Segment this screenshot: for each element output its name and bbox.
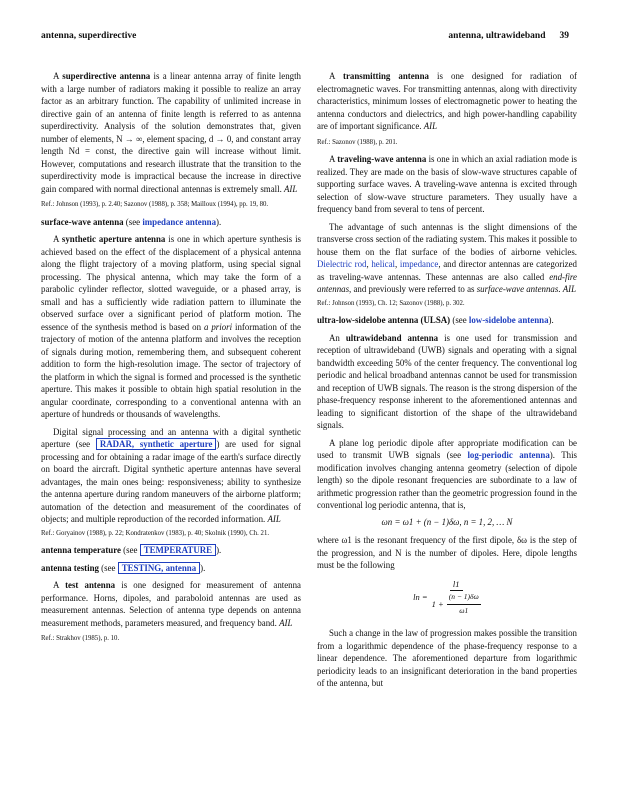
inner-fraction: $\frac{(n - 1)\delta\omega}{\omega 1}$ [448, 592, 479, 615]
fraction-denominator: 1 + $\frac{(n - 1)\delta\omega}{\omega 1}$ [432, 591, 481, 617]
equation-dipole-lengths [317, 578, 577, 618]
page-number: 39 [559, 31, 569, 41]
paragraph: A plane log periodic dipole after appropriate modification can be used to transmit UWB signals (see log-periodic antenna). This modification involves changing antenna geometry (selection of dipole length) so the dipole resonant frequencies are subordinate to a law of arithmetic progression rather than the geometric progression found in the conventional log periodic antenna, that is, [317, 437, 578, 510]
link-dielectric-rod[interactable]: Dielectric rod [317, 259, 367, 269]
paragraph: Digital signal processing and an antenna with a digital synthetic aperture (see RADAR, synthetic aperture ) are used for signal processing and for obtaining a radar image of the earth's surface directly on board the aircraft. Digital synthetic aperture antennas have several advantages, the main ones being: responsiveness; ability to synthesize the antenna aperture during random maneuvers of the airborne platform; automation of the detection and measurement of the coordinates of objects; and multiple reproduction of the recorded information. AIL [41, 426, 301, 524]
headword: synthetic aperture antenna [61, 234, 166, 244]
link-helical[interactable]: helical [371, 259, 395, 269]
running-header-left: antenna, superdirective [41, 31, 137, 41]
headword: superdirective antenna [62, 71, 151, 81]
entry-traveling-wave-antenna: A traveling-wave antenna is one in which an axial radiation mode is realized. They are made on the basis of slow-wave structures capable of supporting surface waves. A traveling-wave antenna is excited through selection of slow-wave structure parameters. They usually have a frequency band from several to tens of percent. [317, 154, 577, 214]
link-log-periodic-antenna[interactable]: log-periodic antenna [467, 450, 550, 460]
entry-superdirective-antenna: A superdirective antenna is a linear antenna array of finite length with a large number of radiators making it possible to realize an array factor as an arbitrary function. The capability of unlimited increase in directive gain of an antenna of finite length is referred to as antenna superdirectivity. Analysis of the solution demonstrates that, given number of elements, N → ∞, element spacing, d → 0, and constant array length Nd = const, the directive gain will increase without limit. However, computations and research illustrate that the transition to the superdirectivity mode is impractical because the increase in directive gain compared with normal directional antennas is extremely small. AIL [41, 71, 301, 194]
headword: transmitting antenna [343, 71, 429, 81]
headword: test antenna [65, 580, 116, 590]
right-column [317, 70, 577, 690]
link-radar-synthetic-aperture[interactable]: RADAR, synthetic aperture [96, 438, 217, 450]
link-impedance[interactable]: impedance [399, 259, 439, 269]
left-column [41, 70, 301, 650]
author-initials: AIL [284, 183, 298, 194]
equation-resonant-frequencies: ωn = ω1 + (n − 1)δω, n = 1, 2, … N [381, 516, 513, 527]
author-initials: AIL [562, 284, 577, 294]
reference: Ref.: Strakhov (1985), p. 10. [41, 635, 120, 642]
link-low-sidelobe-antenna[interactable]: low-sidelobe antenna [468, 315, 549, 325]
running-header-right [448, 31, 569, 41]
fraction-numerator: l1 [450, 578, 463, 592]
link-impedance-antenna[interactable]: impedance antenna [142, 216, 217, 227]
headword: traveling-wave antenna [337, 154, 427, 164]
entry-ultra-low-sidelobe-antenna: ultra-low-sidelobe antenna (ULSA) (see low-sidelobe antenna). [317, 315, 554, 325]
equation-lhs: ln = [413, 592, 428, 602]
entry-transmitting-antenna: A transmitting antenna is one designed for radiation of electromagnetic waves. For transmitting antennas, along with directivity characteristics, minimum losses of electromagnetic power to heating the antenna conductors and dielectrics, and high power-handling capability are of important significance. AIL [317, 71, 577, 131]
reference: Ref.: Sazonov (1988), p. 201. [317, 138, 398, 146]
entry-antenna-temperature: antenna temperature (see TEMPERATURE ). [41, 545, 222, 555]
entry-surface-wave-antenna: surface-wave antenna (see impedance antenna). [41, 216, 222, 227]
fraction [432, 578, 481, 618]
link-testing-antenna[interactable]: TESTING, antenna [118, 562, 200, 574]
reference: Ref.: Johnson (1993), Ch. 12; Sazonov (1988), p. 302. [317, 299, 465, 307]
reference: Ref.: Goryainov (1988), p. 22; Kondratenkov (1983), p. 40; Skolnik (1990), Ch. 21. [41, 529, 270, 537]
reference: Ref.: Johnson (1993), p. 2.40; Sazonov (1988), p. 358; Mailloux (1994), pp. 19, 80. [41, 201, 269, 208]
entry-antenna-testing: antenna testing (see TESTING, antenna ). [41, 562, 206, 573]
paragraph: Such a change in the law of progression makes possible the transition from a logarithmic dependence of the phase-frequency response to a linear dependence. The aforementioned departure from logarithmic periodicity leads to an insignificant deterioration in the band properties of the antenna, but [317, 628, 577, 688]
paragraph: where ω1 is the resonant frequency of the first dipole, δω is the step of the progression, and N is the number of dipoles. Here, dipole lengths must be the following [317, 535, 577, 570]
entry-test-antenna: A test antenna is one designed for measurement of antenna performance. Horns, dipoles, and paraboloid antennas are used as measurement antennas. Selection of antenna type depends on antenna measurement methods, parameters measured, and frequency band. AIL [41, 580, 301, 628]
author-initials: AIL [423, 121, 438, 131]
entry-ultrawideband-antenna: An ultrawideband antenna is one used for transmission and reception of ultrawideband (UWB) signals and operating with a signal bandwidth exceeding 50% of the center frequency. The conventional log periodic and helical broadband antennas cannot be used for transmission and reception of UWB signals. The reason is the strong dispersion of the phase-frequency response inherent to the aforementioned antennas and leading to significant distortion of the shape of the ultrawideband signals. [317, 332, 577, 430]
paragraph: The advantage of such antennas is the slight dimensions of the transverse cross section of the radiating system. This makes it possible to house them on the flat surface of the bodies of airborne vehicles. Dielectric rod, helical, impedance, and director antennas are categorized as traveling-wave antennas. These antennas are also called end-fire antennas, and previously were referred to as surface-wave antennas. AIL [317, 221, 577, 294]
headword: ultrawideband antenna [345, 332, 439, 343]
entry-synthetic-aperture-antenna: A synthetic aperture antenna is one in which aperture synthesis is achieved based on the effect of the displacement of a physical antenna along the flight trajectory of a moving platform, using special signal processing. The physical antenna, which may take the form of a parabolic cylinder reflector, slotted waveguide, or a phased array, is small and has a sufficiently wide radiation pattern to illuminate the observed surface over a significant period of platform motion. The essence of the synthesis method is based on a priori information of the trajectory of motion of the antenna platform and involves the reception of signals during motion, remembering them, and subsequent coherent addition to form the high-resolution image. The sector of trajectory of the platform in which the signal is formed and processed is the synthetic aperture. This makes it possible to obtain high spatial resolution in the angular coordinate, corresponding to a conventional antenna with an aperture of hundreds or thousands of wavelengths. [41, 234, 301, 419]
author-initials: AIL [267, 514, 281, 524]
running-header-right-text: antenna, ultrawideband [448, 31, 546, 41]
author-initials: AIL [279, 617, 293, 628]
link-temperature[interactable]: TEMPERATURE [140, 544, 216, 556]
